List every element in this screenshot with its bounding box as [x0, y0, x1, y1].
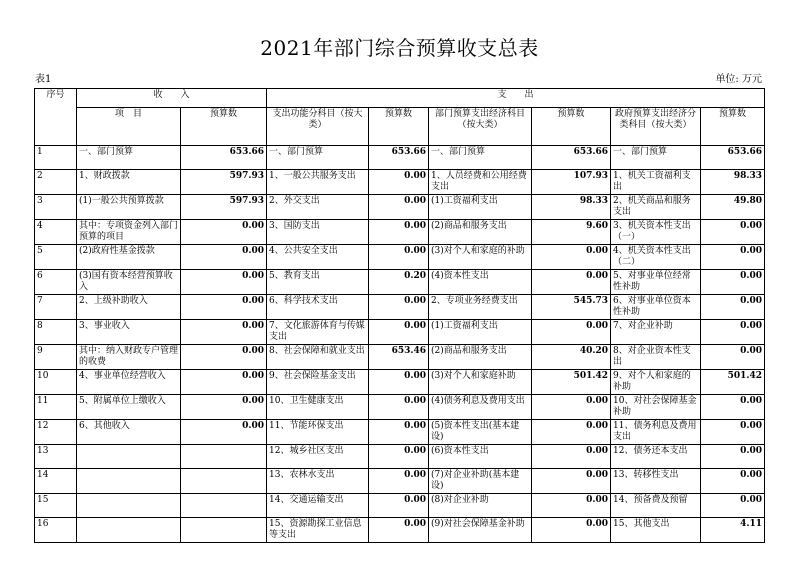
cell-income: 1、财政拨款	[77, 170, 181, 195]
cell-dept: 2、专项业务经费支出	[429, 295, 532, 320]
cell-income-v: 0.00	[181, 220, 267, 245]
cell-dept-v: 40.20	[532, 345, 611, 370]
cell-seq: 10	[35, 370, 77, 395]
cell-income: 2、上级补助收入	[77, 295, 181, 320]
budget-header-3: 预算数	[532, 108, 611, 146]
table-row	[35, 195, 765, 220]
cell-gov-v: 0.00	[701, 445, 765, 469]
cell-gov-v: 0.00	[701, 220, 765, 245]
cell-gov-v: 0.00	[701, 295, 765, 320]
cell-gov-v: 0.00	[701, 270, 765, 295]
cell-gov-v: 49.80	[701, 195, 765, 220]
cell-dept-v: 98.33	[532, 195, 611, 220]
cell-func: 6、科学技术支出	[267, 295, 369, 320]
cell-gov: 15、其他支出	[611, 518, 701, 543]
cell-func: 3、国防支出	[267, 220, 369, 245]
cell-income-v	[181, 469, 267, 494]
cell-dept: (6)资本性支出	[429, 445, 532, 469]
budget-header-4: 预算数	[701, 108, 765, 146]
gov-econ-header: 政府预算支出经济分类科目（按大类）	[611, 108, 701, 146]
cell-func-v: 0.00	[369, 195, 429, 220]
cell-func-v: 0.00	[369, 170, 429, 195]
cell-gov: 一、部门预算	[611, 146, 701, 170]
page-title: 2021年部门综合预算收支总表	[260, 36, 539, 60]
cell-dept: (7)对企业补助(基本建设)	[429, 469, 532, 494]
budget-header-2: 预算数	[369, 108, 429, 146]
cell-gov: 13、转移性支出	[611, 469, 701, 494]
cell-func: 7、文化旅游体育与传媒支出	[267, 320, 369, 345]
cell-gov: 12、债务还本支出	[611, 445, 701, 469]
cell-seq: 4	[35, 220, 77, 245]
seq-header: 序号	[35, 89, 77, 146]
cell-income-v: 0.00	[181, 320, 267, 345]
cell-income-v: 0.00	[181, 370, 267, 395]
cell-dept: 一、部门预算	[429, 146, 532, 170]
table-row	[35, 370, 765, 395]
cell-func-v: 0.00	[369, 370, 429, 395]
cell-func-v: 0.00	[369, 245, 429, 270]
cell-seq: 1	[35, 146, 77, 170]
table-row	[35, 270, 765, 295]
cell-func-v: 0.00	[369, 295, 429, 320]
cell-dept: 1、人员经费和公用经费支出	[429, 170, 532, 195]
cell-income-v: 0.00	[181, 245, 267, 270]
cell-dept-v: 9.60	[532, 220, 611, 245]
cell-dept-v: 0.00	[532, 320, 611, 345]
cell-income-v	[181, 445, 267, 469]
cell-gov: 1、机关工资福利支出	[611, 170, 701, 195]
cell-income	[77, 518, 181, 543]
cell-seq: 7	[35, 295, 77, 320]
cell-gov-v: 0.00	[701, 494, 765, 518]
cell-func-v: 0.00	[369, 494, 429, 518]
cell-income-v: 597.93	[181, 170, 267, 195]
cell-func: 一、部门预算	[267, 146, 369, 170]
cell-seq: 11	[35, 395, 77, 420]
header-row-2	[35, 108, 765, 146]
cell-func: 14、交通运输支出	[267, 494, 369, 518]
cell-income: 6、其他收入	[77, 420, 181, 445]
cell-dept-v: 0.00	[532, 395, 611, 420]
table-row	[35, 420, 765, 445]
cell-seq: 15	[35, 494, 77, 518]
cell-func: 4、公共安全支出	[267, 245, 369, 270]
cell-dept: (3)对个人和家庭的补助	[429, 245, 532, 270]
cell-func: 2、外交支出	[267, 195, 369, 220]
cell-seq: 6	[35, 270, 77, 295]
cell-income: 其中：纳入财政专户管理的收费	[77, 345, 181, 370]
cell-seq: 14	[35, 469, 77, 494]
table-row	[35, 170, 765, 195]
cell-income	[77, 445, 181, 469]
cell-func: 15、资源勘探工业信息等支出	[267, 518, 369, 543]
cell-gov-v: 0.00	[701, 320, 765, 345]
cell-dept-v: 0.00	[532, 420, 611, 445]
cell-dept-v: 545.73	[532, 295, 611, 320]
cell-gov: 9、对个人和家庭的补助	[611, 370, 701, 395]
expense-header: 支 出	[267, 89, 765, 108]
cell-func-v: 0.00	[369, 320, 429, 345]
cell-func-v: 0.00	[369, 445, 429, 469]
cell-gov: 5、对事业单位经常性补助	[611, 270, 701, 295]
cell-func: 8、社会保障和就业支出	[267, 345, 369, 370]
cell-dept-v: 107.93	[532, 170, 611, 195]
func-header: 支出功能分科目（按大类）	[267, 108, 369, 146]
cell-gov: 11、债务利息及费用支出	[611, 420, 701, 445]
cell-gov-v: 0.00	[701, 395, 765, 420]
cell-gov: 6、对事业单位资本性补助	[611, 295, 701, 320]
cell-dept: (1)工资福利支出	[429, 195, 532, 220]
cell-func-v: 0.00	[369, 220, 429, 245]
cell-gov-v: 0.00	[701, 245, 765, 270]
cell-seq: 3	[35, 195, 77, 220]
cell-income-v: 0.00	[181, 395, 267, 420]
cell-gov: 8、对企业资本性支出	[611, 345, 701, 370]
table-row	[35, 494, 765, 518]
table-row	[35, 445, 765, 469]
cell-seq: 16	[35, 518, 77, 543]
table-row	[35, 345, 765, 370]
cell-dept-v: 501.42	[532, 370, 611, 395]
table-row	[35, 469, 765, 494]
table-number: 表1	[35, 74, 52, 85]
cell-dept-v: 0.00	[532, 469, 611, 494]
cell-func: 12、城乡社区支出	[267, 445, 369, 469]
cell-func: 10、卫生健康支出	[267, 395, 369, 420]
cell-gov: 4、机关资本性支出（二）	[611, 245, 701, 270]
cell-seq: 5	[35, 245, 77, 270]
cell-dept-v: 0.00	[532, 518, 611, 543]
cell-income-v: 653.66	[181, 146, 267, 170]
cell-income: (2)政府性基金拨款	[77, 245, 181, 270]
cell-dept: (2)商品和服务支出	[429, 220, 532, 245]
cell-income-v: 597.93	[181, 195, 267, 220]
unit-label: 单位: 万元	[715, 74, 762, 85]
cell-dept-v: 653.66	[532, 146, 611, 170]
cell-gov: 3、机关资本性支出（一）	[611, 220, 701, 245]
table-row	[35, 146, 765, 170]
cell-dept: (4)债务利息及费用支出	[429, 395, 532, 420]
dept-econ-header: 部门预算支出经济科目（按大类）	[429, 108, 532, 146]
table-row	[35, 320, 765, 345]
header-row-1	[35, 89, 765, 108]
budget-summary-table	[34, 88, 765, 543]
cell-func: 11、节能环保支出	[267, 420, 369, 445]
cell-gov-v: 0.00	[701, 469, 765, 494]
cell-income-v: 0.00	[181, 345, 267, 370]
cell-income-v	[181, 518, 267, 543]
table-row	[35, 220, 765, 245]
cell-income: 一、部门预算	[77, 146, 181, 170]
cell-gov: 14、预备费及预留	[611, 494, 701, 518]
cell-gov: 2、机关商品和服务支出	[611, 195, 701, 220]
cell-func-v: 0.00	[369, 469, 429, 494]
cell-dept: (2)商品和服务支出	[429, 345, 532, 370]
cell-seq: 2	[35, 170, 77, 195]
cell-dept-v: 0.00	[532, 245, 611, 270]
cell-func: 9、社会保险基金支出	[267, 370, 369, 395]
cell-gov-v: 653.66	[701, 146, 765, 170]
cell-func-v: 0.00	[369, 395, 429, 420]
cell-income-v: 0.00	[181, 270, 267, 295]
cell-dept: (9)对社会保障基金补助	[429, 518, 532, 543]
income-header: 收 入	[77, 89, 267, 108]
cell-gov-v: 98.33	[701, 170, 765, 195]
cell-func: 5、教育支出	[267, 270, 369, 295]
cell-gov-v: 0.00	[701, 420, 765, 445]
cell-income-v	[181, 494, 267, 518]
item-header: 项 目	[77, 108, 181, 146]
table-row	[35, 518, 765, 543]
cell-income-v: 0.00	[181, 420, 267, 445]
cell-dept: (5)资本性支出(基本建设)	[429, 420, 532, 445]
cell-income: 5、附属单位上缴收入	[77, 395, 181, 420]
cell-income: (3)国有资本经营预算收入	[77, 270, 181, 295]
cell-gov: 7、对企业补助	[611, 320, 701, 345]
cell-income	[77, 469, 181, 494]
cell-seq: 8	[35, 320, 77, 345]
cell-func: 13、农林水支出	[267, 469, 369, 494]
cell-seq: 12	[35, 420, 77, 445]
cell-func-v: 0.20	[369, 270, 429, 295]
cell-dept: (3)对个人和家庭补助	[429, 370, 532, 395]
cell-seq: 13	[35, 445, 77, 469]
cell-gov: 10、对社会保障基金补助	[611, 395, 701, 420]
cell-func-v: 653.66	[369, 146, 429, 170]
cell-func-v: 0.00	[369, 518, 429, 543]
cell-income: 3、事业收入	[77, 320, 181, 345]
cell-gov-v: 0.00	[701, 345, 765, 370]
cell-dept-v: 0.00	[532, 445, 611, 469]
cell-dept: (4)资本性支出	[429, 270, 532, 295]
cell-seq: 9	[35, 345, 77, 370]
table-row	[35, 245, 765, 270]
cell-func-v: 0.00	[369, 420, 429, 445]
cell-dept-v: 0.00	[532, 494, 611, 518]
budget-header-1: 预算数	[181, 108, 267, 146]
cell-func-v: 653.46	[369, 345, 429, 370]
cell-func: 1、一般公共服务支出	[267, 170, 369, 195]
table-row	[35, 295, 765, 320]
cell-income: 4、事业单位经营收入	[77, 370, 181, 395]
cell-income: (1)一般公共预算拨款	[77, 195, 181, 220]
cell-dept-v: 0.00	[532, 270, 611, 295]
cell-gov-v: 501.42	[701, 370, 765, 395]
cell-income: 其中：专项资金列入部门预算的项目	[77, 220, 181, 245]
table-row	[35, 395, 765, 420]
cell-dept: (8)对企业补助	[429, 494, 532, 518]
cell-income-v: 0.00	[181, 295, 267, 320]
cell-gov-v: 4.11	[701, 518, 765, 543]
cell-income	[77, 494, 181, 518]
cell-dept: (1)工资福利支出	[429, 320, 532, 345]
